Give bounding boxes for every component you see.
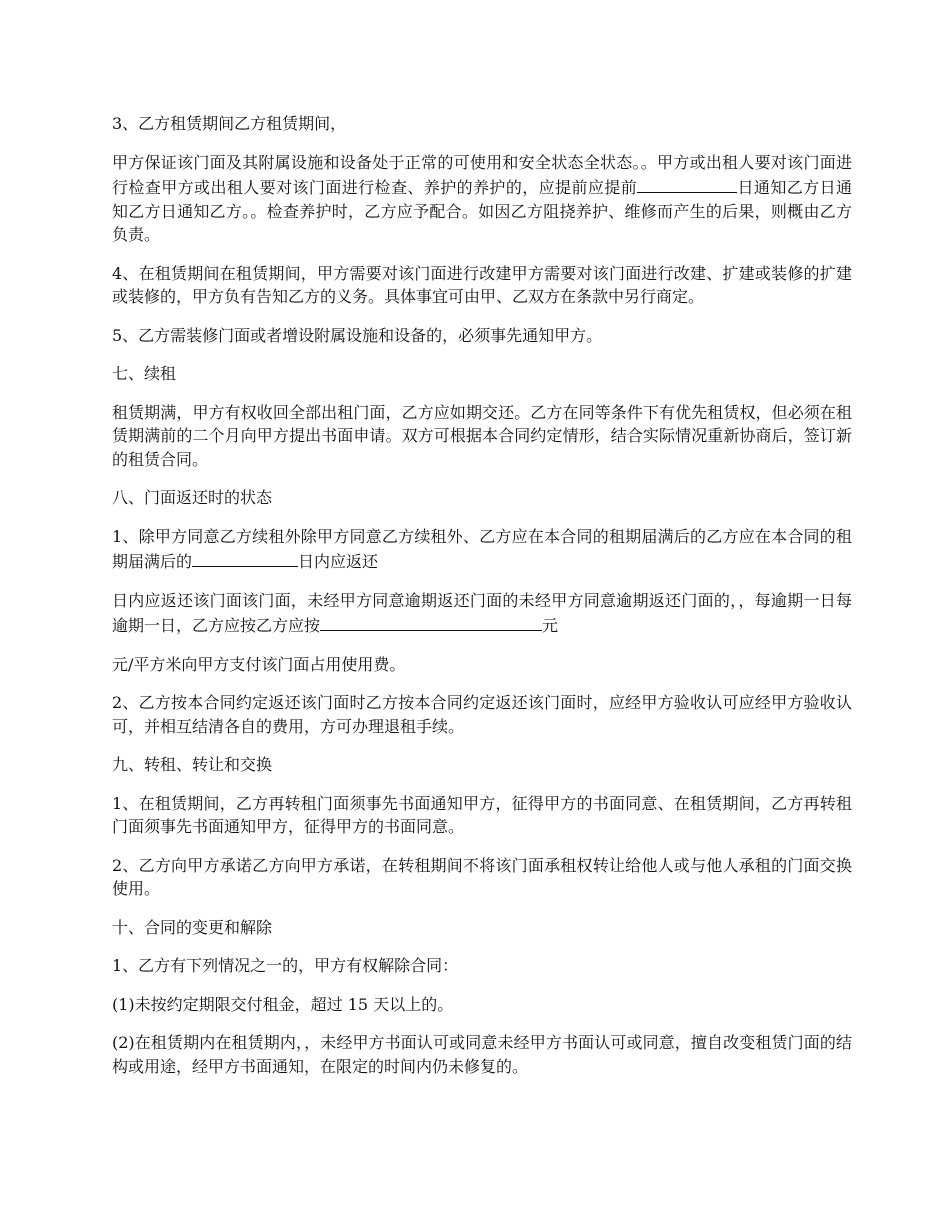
- clause-sublease-1: [112, 792, 852, 839]
- clause-text: 5、乙方需装修门面或者增设附属设施和设备的，必须事先通知甲方。: [112, 325, 603, 345]
- clause-landlord-guarantee: [112, 151, 852, 247]
- clause-text: 1、乙方有下列情况之一的，甲方有权解除合同：: [112, 956, 459, 975]
- clause-occupancy-fee: [112, 653, 852, 677]
- clause-text: 元/平方米向甲方支付该门面占用使用费。: [112, 654, 406, 674]
- section-heading-return-state: [112, 486, 852, 510]
- section-title: 七、续租: [112, 364, 177, 383]
- clause-overdue-fee: [112, 589, 852, 638]
- clause-4-renovation: [112, 262, 852, 309]
- clause-text: 元: [542, 616, 559, 635]
- clause-text: 1、在租赁期间，乙方再转租门面须事先书面通知甲方，征得甲方的书面同意、在租赁期间，乙方再转租门面须事先书面通知甲方，征得甲方的书面同意。: [112, 793, 852, 836]
- clause-return-2: [112, 691, 852, 738]
- section-heading-renewal: [112, 362, 852, 386]
- clause-sublease-2: [112, 854, 852, 901]
- clause-5-decoration: [112, 324, 852, 348]
- clause-3-lessee-period: [112, 112, 852, 136]
- clause-termination-item-2: [112, 1031, 852, 1078]
- clause-termination-1: [112, 954, 852, 978]
- section-heading-change-termination: [112, 916, 852, 940]
- section-title: 十、合同的变更和解除: [112, 917, 273, 937]
- clause-text: (2)在租赁期内在租赁期内，，未经甲方书面认可或同意未经甲方书面认可或同意，擅自改变租赁门面的结构或用途，经甲方书面通知，在限定的时间内仍未修复的。: [112, 1033, 852, 1076]
- clause-text: 1、除甲方同意乙方续租外除甲方同意乙方续租外、乙方应在本合同的租期届满后的乙方应在本合同的租期届满后的: [112, 526, 852, 571]
- fill-blank-days[interactable]: [637, 174, 737, 193]
- clause-text: 3、乙方租赁期间乙方租赁期间，: [112, 114, 347, 133]
- fill-blank-amount[interactable]: [320, 612, 542, 631]
- clause-text: (1)未按约定期限交付租金，超过 15 天以上的。: [112, 994, 454, 1014]
- clause-text: 4、在租赁期间在租赁期间，甲方需要对该门面进行改建甲方需要对该门面进行改建、扩建或装修的扩建或装修的，甲方负有告知乙方的义务。具体事宜可由甲、乙双方在条款中另行商定。: [112, 263, 852, 306]
- fill-blank-return-days[interactable]: [192, 548, 298, 567]
- clause-text: 2、乙方向甲方承诺乙方向甲方承诺，在转租期间不将该门面承租权转让给他人或与他人承租的门面交换使用。: [112, 855, 852, 898]
- section-title: 九、转租、转让和交换: [112, 755, 273, 774]
- section-heading-sublease: [112, 753, 852, 777]
- clause-text: 日通知乙方日通知乙方日通知乙方。。检查养护时，乙方应予配合。如因乙方阻挠养护、维修而产生的后果，则概由乙方负责。: [112, 178, 852, 244]
- clause-text: 日内应返还: [298, 552, 379, 571]
- clause-text: 2、乙方按本合同约定返还该门面时乙方按本合同约定返还该门面时，应经甲方验收认可应经甲方验收认可，并相互结清各自的费用，方可办理退租手续。: [112, 693, 852, 736]
- clause-return-1: [112, 525, 852, 574]
- clause-termination-item-1: [112, 993, 852, 1017]
- clause-text: 甲方保证该门面及其附属设施和设备处于正常的可使用和安全状态全状态。。甲方或出租人要对该门面进行检查甲方或出租人要对该门面进行检查、养护的养护的，应提前应提前: [112, 152, 852, 197]
- contract-page: [112, 112, 852, 1093]
- clause-text: 日内应返还该门面该门面，未经甲方同意逾期返还门面的未经甲方同意逾期返还门面的，，每逾期一日每逾期一日，乙方应按乙方应按: [112, 590, 852, 635]
- clause-renewal-body: [112, 401, 852, 472]
- clause-text: 租赁期满，甲方有权收回全部出租门面，乙方应如期交还。乙方在同等条件下有优先租赁权，但必须在租赁期满前的二个月向甲方提出书面申请。双方可根据本合同约定情形，结合实际情况重新协商后，签订新的租赁合同。: [112, 402, 852, 469]
- section-title: 八、门面返还时的状态: [112, 488, 273, 507]
